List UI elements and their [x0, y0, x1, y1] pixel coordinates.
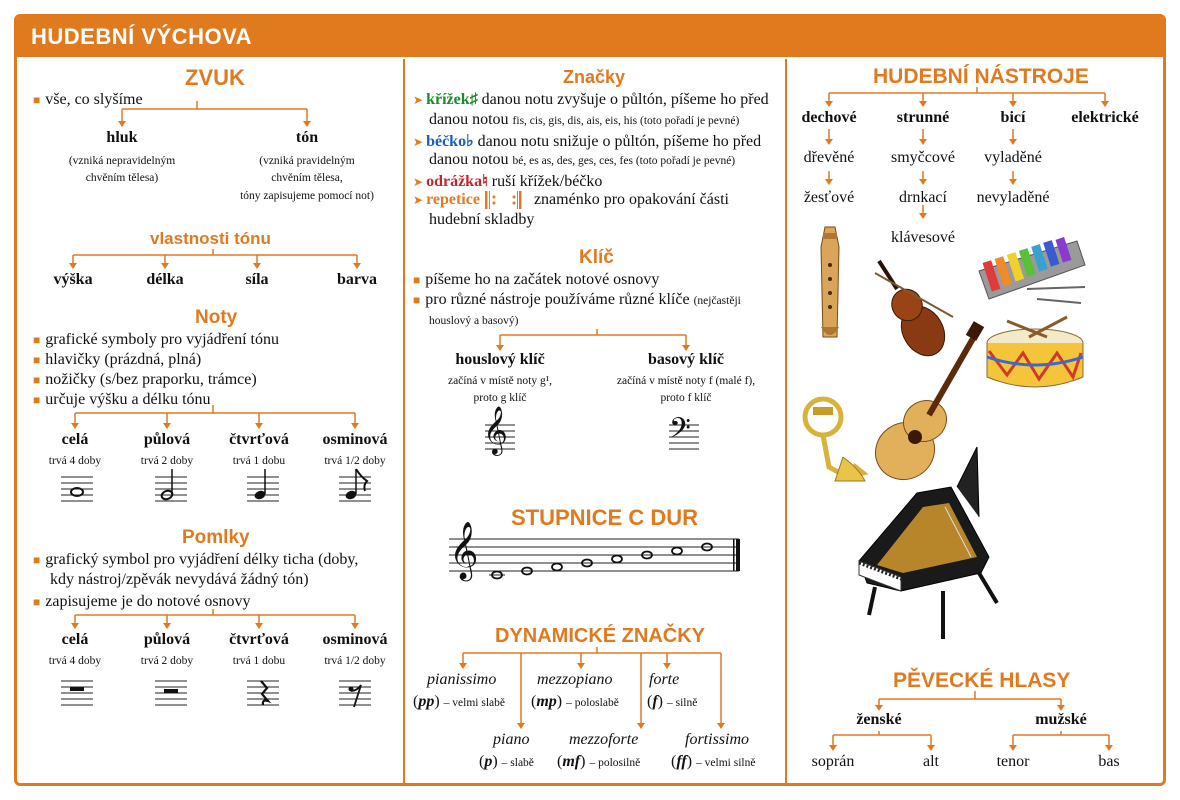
- noty-bullet-1: ■ grafické symboly pro vyjádření tónu: [33, 331, 279, 348]
- hlasy-title: PĚVECKÉ HLASY: [893, 669, 1071, 692]
- vlastnosti-title: vlastnosti tónu: [150, 229, 271, 248]
- pomlka-cela-label: celá: [61, 631, 89, 648]
- basovy-klic-desc: začíná v místě noty f (malé f), proto f klíč: [616, 375, 756, 405]
- dyn-pianissimo-name: pianissimo: [427, 671, 497, 688]
- znacky-repetice: ➤ repetice znaménko pro opakování části: [413, 191, 729, 208]
- znacky-becko: ➤ béčko♭ danou notu snižuje o půltón, píšeme ho před: [413, 133, 762, 150]
- becko-term: béčko: [426, 133, 467, 150]
- nota-pulova-label: půlová: [143, 431, 191, 448]
- ton-desc: (vzniká pravidelným chvěním tělesa, tóny zapisujeme pomocí not): [240, 155, 374, 202]
- krizek-term: křížek: [426, 91, 470, 108]
- dyn-forte: (f) – silně: [647, 693, 698, 710]
- hlasy-connectors: [17, 17, 1166, 786]
- drevene-label: dřevěné: [803, 149, 855, 166]
- pomlka-ctvrtova-dur: trvá 1 dobu: [232, 655, 286, 667]
- nota-osminova-dur: trvá 1/2 doby: [324, 455, 386, 467]
- houslovy-klic-label: houslový klíč: [455, 351, 545, 368]
- repetice-term: repetice: [426, 191, 480, 208]
- zvuk-bullet: ■ vše, co slyšíme: [33, 91, 143, 108]
- pomlka-ctvrtova-label: čtvrťová: [229, 631, 289, 648]
- stupnice-title: STUPNICE C DUR: [511, 505, 699, 530]
- hluk-desc: (vzniká nepravidelným chvěním tělesa): [68, 155, 176, 185]
- vlastnost-sila: síla: [245, 271, 269, 288]
- nastroje-title: HUDEBNÍ NÁSTROJE: [873, 65, 1089, 88]
- pomlka-pulova-dur: trvá 2 doby: [140, 655, 194, 667]
- smyccove-label: smyčcové: [891, 149, 955, 166]
- noty-bullet-4: ■ určuje výšku a délku tónu: [33, 391, 211, 408]
- dyn-forte-name: forte: [649, 671, 680, 688]
- noty-bullet-3: ■ nožičky (s/bez praporku, trámce): [33, 371, 257, 388]
- muzske-label: mužské: [1035, 711, 1087, 728]
- pomlka-osminova-label: osminová: [322, 631, 388, 648]
- vlastnost-barva: barva: [337, 271, 377, 288]
- pomlky-bullet-1: ■ grafický symbol pro vyjádření délky ticha (doby,: [33, 551, 359, 568]
- dynamicke-title: DYNAMICKÉ ZNAČKY: [495, 625, 705, 647]
- zvuk-title: ZVUK: [185, 65, 245, 90]
- zestove-label: žesťové: [803, 189, 855, 206]
- sharp-icon: ♯: [469, 91, 478, 108]
- strunne-label: strunné: [896, 109, 950, 126]
- nota-pulova-dur: trvá 2 doby: [140, 455, 194, 467]
- nota-cela-label: celá: [61, 431, 89, 448]
- hlas-tenor: tenor: [996, 753, 1030, 770]
- dechove-label: dechové: [801, 109, 857, 126]
- dyn-fortissimo-name: fortissimo: [685, 731, 750, 748]
- vlastnost-vyska: výška: [53, 271, 93, 288]
- pomlky-bullet-1-cont: kdy nástroj/zpěvák nevydává žádný tón): [50, 571, 309, 588]
- bass-clef-icon: 𝄢: [669, 412, 691, 452]
- nota-ctvrtova-label: čtvrťová: [229, 431, 289, 448]
- dyn-fortissimo: (ff) – velmi silně: [671, 753, 756, 770]
- nota-ctvrtova-dur: trvá 1 dobu: [232, 455, 286, 467]
- dyn-piano: (p) – slabě: [479, 753, 534, 770]
- hluk-label: hluk: [106, 129, 138, 146]
- klic-title: Klíč: [579, 247, 614, 268]
- hlas-alt: alt: [923, 753, 939, 770]
- klic-bullet-2: ■ pro různé nástroje používáme různé klíče (nejčastěji: [413, 291, 741, 308]
- zenske-label: ženské: [856, 711, 902, 728]
- nota-cela-dur: trvá 4 doby: [48, 455, 102, 467]
- pomlka-osminova-dur: trvá 1/2 doby: [324, 655, 386, 667]
- pomlka-pulova-label: půlová: [143, 631, 191, 648]
- hlas-sopran: soprán: [811, 753, 855, 770]
- hlas-bas: bas: [1098, 753, 1120, 770]
- znacky-odrazka: ➤ odrážka♮ ruší křížek/béčko: [413, 173, 603, 190]
- klic-bullet-2-cont: houslový a basový): [429, 315, 519, 327]
- houslovy-klic-desc: začíná v místě noty g¹, proto g klíč: [447, 375, 553, 405]
- pomlky-title: Pomlky: [182, 527, 250, 548]
- dyn-pianissimo: (pp) – velmi slabě: [413, 693, 505, 710]
- znacky-repetice-cont: hudební skladby: [429, 211, 535, 228]
- vyladene-label: vyladěné: [984, 149, 1042, 166]
- poster-frame: [14, 14, 1166, 786]
- znacky-becko-cont: danou notou bé, es as, des, ges, ces, fes (toto pořadí je pevné): [429, 151, 736, 168]
- ton-label: tón: [295, 129, 319, 146]
- elektricke-label: elektrické: [1071, 109, 1139, 126]
- natural-icon: ♮: [482, 173, 488, 190]
- znacky-krizek-cont: danou notou fis, cis, gis, dis, ais, eis, his (toto pořadí je pevné): [429, 111, 740, 128]
- nota-osminova-label: osminová: [322, 431, 388, 448]
- dyn-mezzoforte: (mf) – polosilně: [557, 753, 641, 770]
- drnkaci-label: drnkací: [899, 189, 947, 206]
- klavesove-label: klávesové: [891, 229, 955, 246]
- noty-title: Noty: [195, 307, 238, 328]
- bici-label: bicí: [1000, 109, 1026, 126]
- nevyladene-label: nevyladěné: [976, 189, 1050, 206]
- odrazka-term: odrážka: [426, 173, 483, 190]
- banner-title: HUDEBNÍ VÝCHOVA: [31, 24, 253, 49]
- noty-bullet-2: ■ hlavičky (prázdná, plná): [33, 351, 202, 368]
- dyn-mezzopiano-name: mezzopiano: [537, 671, 613, 688]
- vlastnost-delka: délka: [146, 271, 184, 288]
- klic-bullet-1: ■ píšeme ho na začátek notové osnovy: [413, 271, 660, 288]
- znacky-title: Značky: [563, 67, 626, 87]
- flat-icon: ♭: [466, 133, 474, 150]
- basovy-klic-label: basový klíč: [647, 351, 724, 368]
- pomlky-bullet-2: ■ zapisujeme je do notové osnovy: [33, 593, 251, 610]
- dyn-mezzopiano: (mp) – poloslabě: [531, 693, 619, 710]
- scale-treble-clef-icon: 𝄞: [449, 521, 479, 579]
- pomlka-cela-dur: trvá 4 doby: [48, 655, 102, 667]
- treble-clef-icon: 𝄞: [483, 405, 508, 454]
- dyn-piano-name: piano: [493, 731, 530, 748]
- dyn-mezzoforte-name: mezzoforte: [569, 731, 639, 748]
- znacky-krizek: ➤ křížek♯ danou notu zvyšuje o půltón, píšeme ho před: [413, 91, 769, 108]
